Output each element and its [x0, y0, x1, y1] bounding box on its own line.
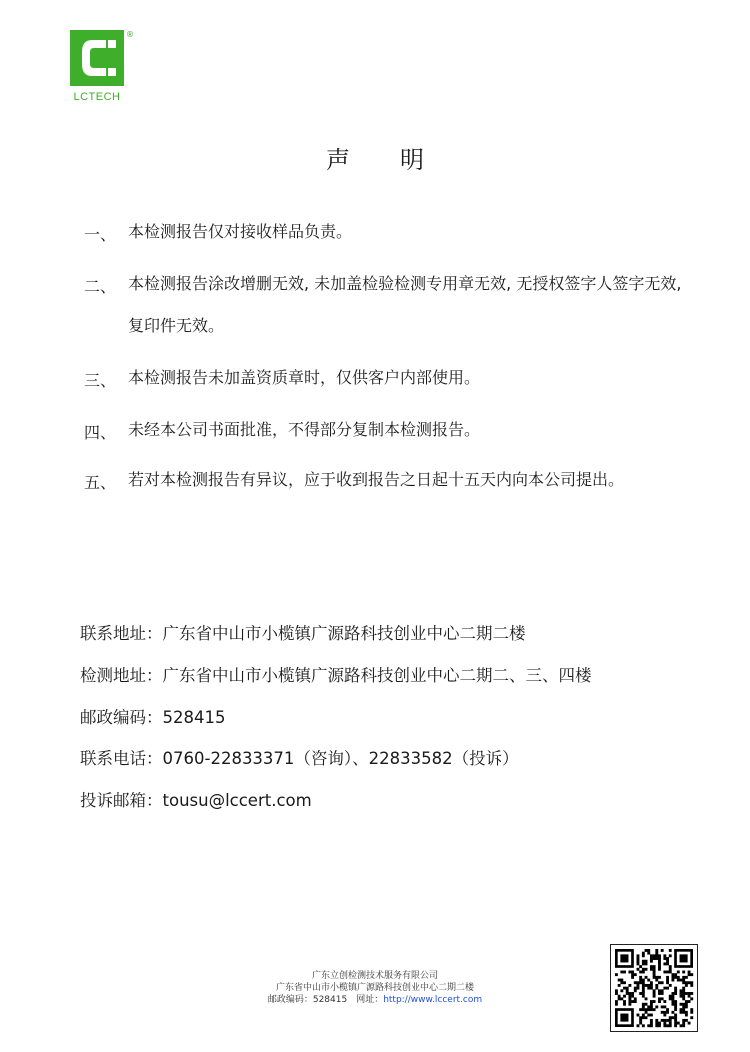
clause-number: 五、 [84, 473, 117, 492]
footer [230, 970, 520, 1006]
logo-text: LCTECH [73, 91, 121, 103]
clause-text: 本检测报告涂改增删无效, 未加盖检验检测专用章无效, 无授权签字人签字无效, 复印件无效。 [128, 274, 682, 335]
complaint-email[interactable]: 投诉邮箱：tousu@lccert.com [80, 791, 312, 810]
postcode: 邮政编码：528415 [80, 708, 226, 727]
clause-number: 一、 [84, 225, 117, 244]
contact-address: 联系地址：广东省中山市小榄镇广源路科技创业中心二期二楼 [80, 624, 526, 643]
qr-code[interactable] [610, 944, 698, 1032]
lctech-logo-icon [70, 30, 124, 86]
footer-company: 广东立创检测技术服务有限公司 [311, 971, 438, 981]
clause-number: 二、 [84, 277, 117, 296]
footer-contact: 邮政编码：528415 网址：http://www.lccert.com [267, 995, 483, 1005]
clause-text: 未经本公司书面批准，不得部分复制本检测报告。 [128, 420, 481, 439]
company-logo [66, 30, 136, 106]
qr-code-icon [611, 945, 697, 1031]
clause-number: 四、 [84, 423, 117, 442]
contact-phone: 联系电话：0760-22833371（咨询）、22833582（投诉） [80, 749, 519, 768]
clause-text: 本检测报告仅对接收样品负责。 [128, 222, 353, 241]
clause-text: 若对本检测报告有异议，应于收到报告之日起十五天内向本公司提出。 [128, 470, 625, 489]
clause-number: 三、 [84, 371, 117, 390]
clause-text: 本检测报告未加盖资质章时，仅供客户内部使用。 [128, 368, 481, 387]
website-link[interactable]: http://www.lccert.com [383, 995, 483, 1005]
test-address: 检测地址：广东省中山市小榄镇广源路科技创业中心二期二、三、四楼 [80, 666, 592, 685]
page-title: 声明 [326, 146, 474, 174]
footer-address: 广东省中山市小榄镇广源路科技创业中心二期二楼 [275, 983, 474, 993]
registered-mark: ® [126, 30, 134, 39]
